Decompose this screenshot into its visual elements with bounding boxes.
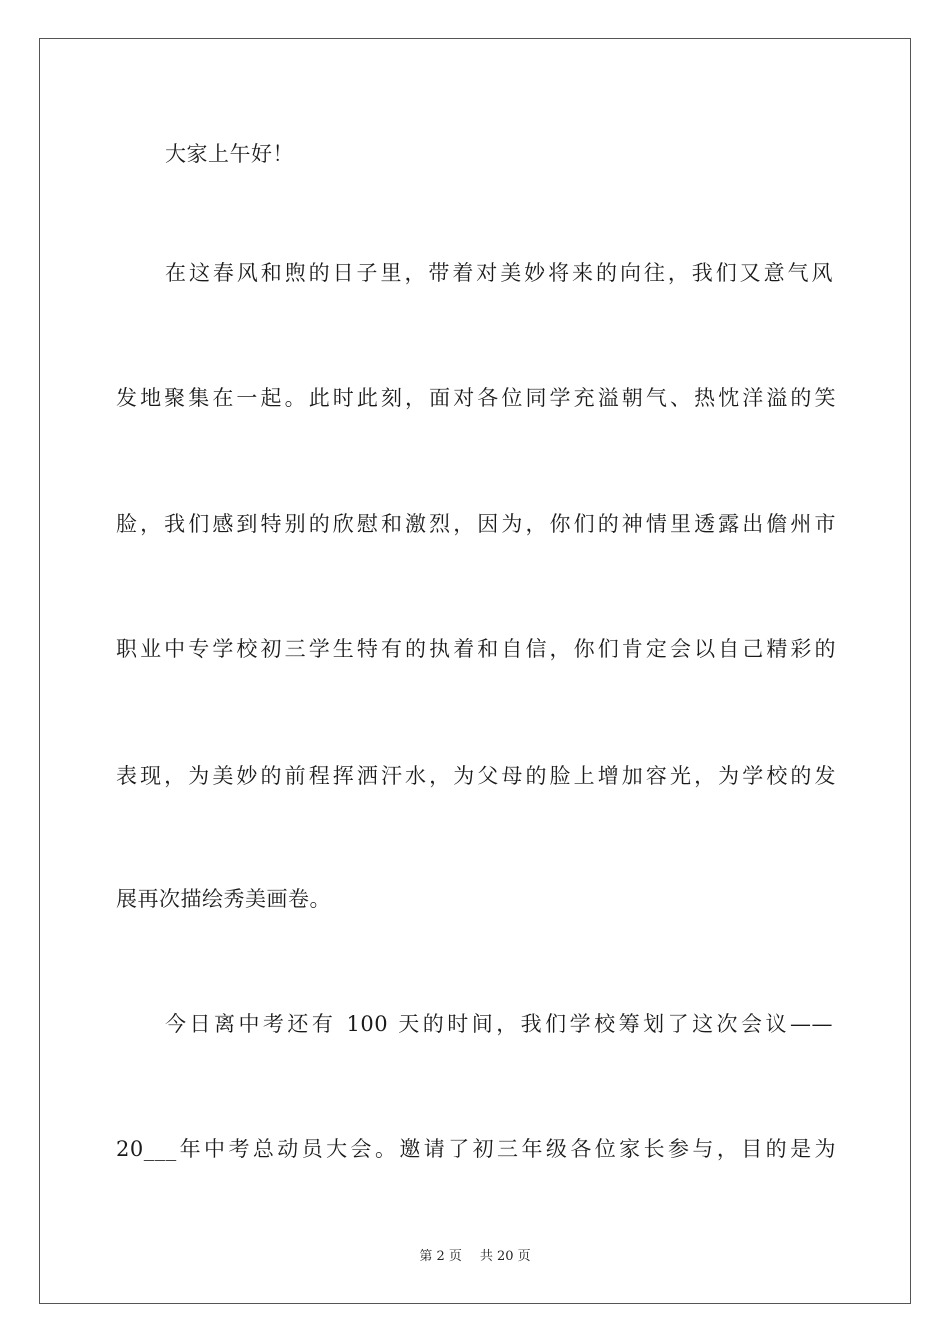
greeting-line: 大家上午好！ [165, 142, 294, 166]
paragraph-line: 脸，我们感到特别的欣慰和激烈，因为，你们的神情里透露出儋州市 [116, 512, 836, 536]
paragraph-line: 今日离中考还有 100 天的时间，我们学校筹划了这次会议—— [165, 1012, 833, 1036]
paragraph-line: 职业中专学校初三学生特有的执着和自信，你们肯定会以自己精彩的 [116, 637, 836, 661]
paragraph-line: 发地聚集在一起。此时此刻，面对各位同学充溢朝气、热忱洋溢的笑 [116, 386, 836, 410]
paragraph-line: 表现，为美妙的前程挥洒汗水，为父母的脸上增加容光，为学校的发 [116, 764, 836, 788]
page-number: 第 2 页 [419, 1249, 462, 1264]
page-footer [0, 1248, 950, 1266]
paragraph-line: 展再次描绘秀美画卷。 [116, 887, 331, 911]
paragraph-line: 在这春风和煦的日子里，带着对美妙将来的向往，我们又意气风 [165, 261, 833, 285]
page-total: 共 20 页 [479, 1249, 531, 1264]
paragraph-line: 20___年中考总动员大会。邀请了初三年级各位家长参与，目的是为 [116, 1137, 836, 1161]
page-frame [39, 38, 911, 1304]
